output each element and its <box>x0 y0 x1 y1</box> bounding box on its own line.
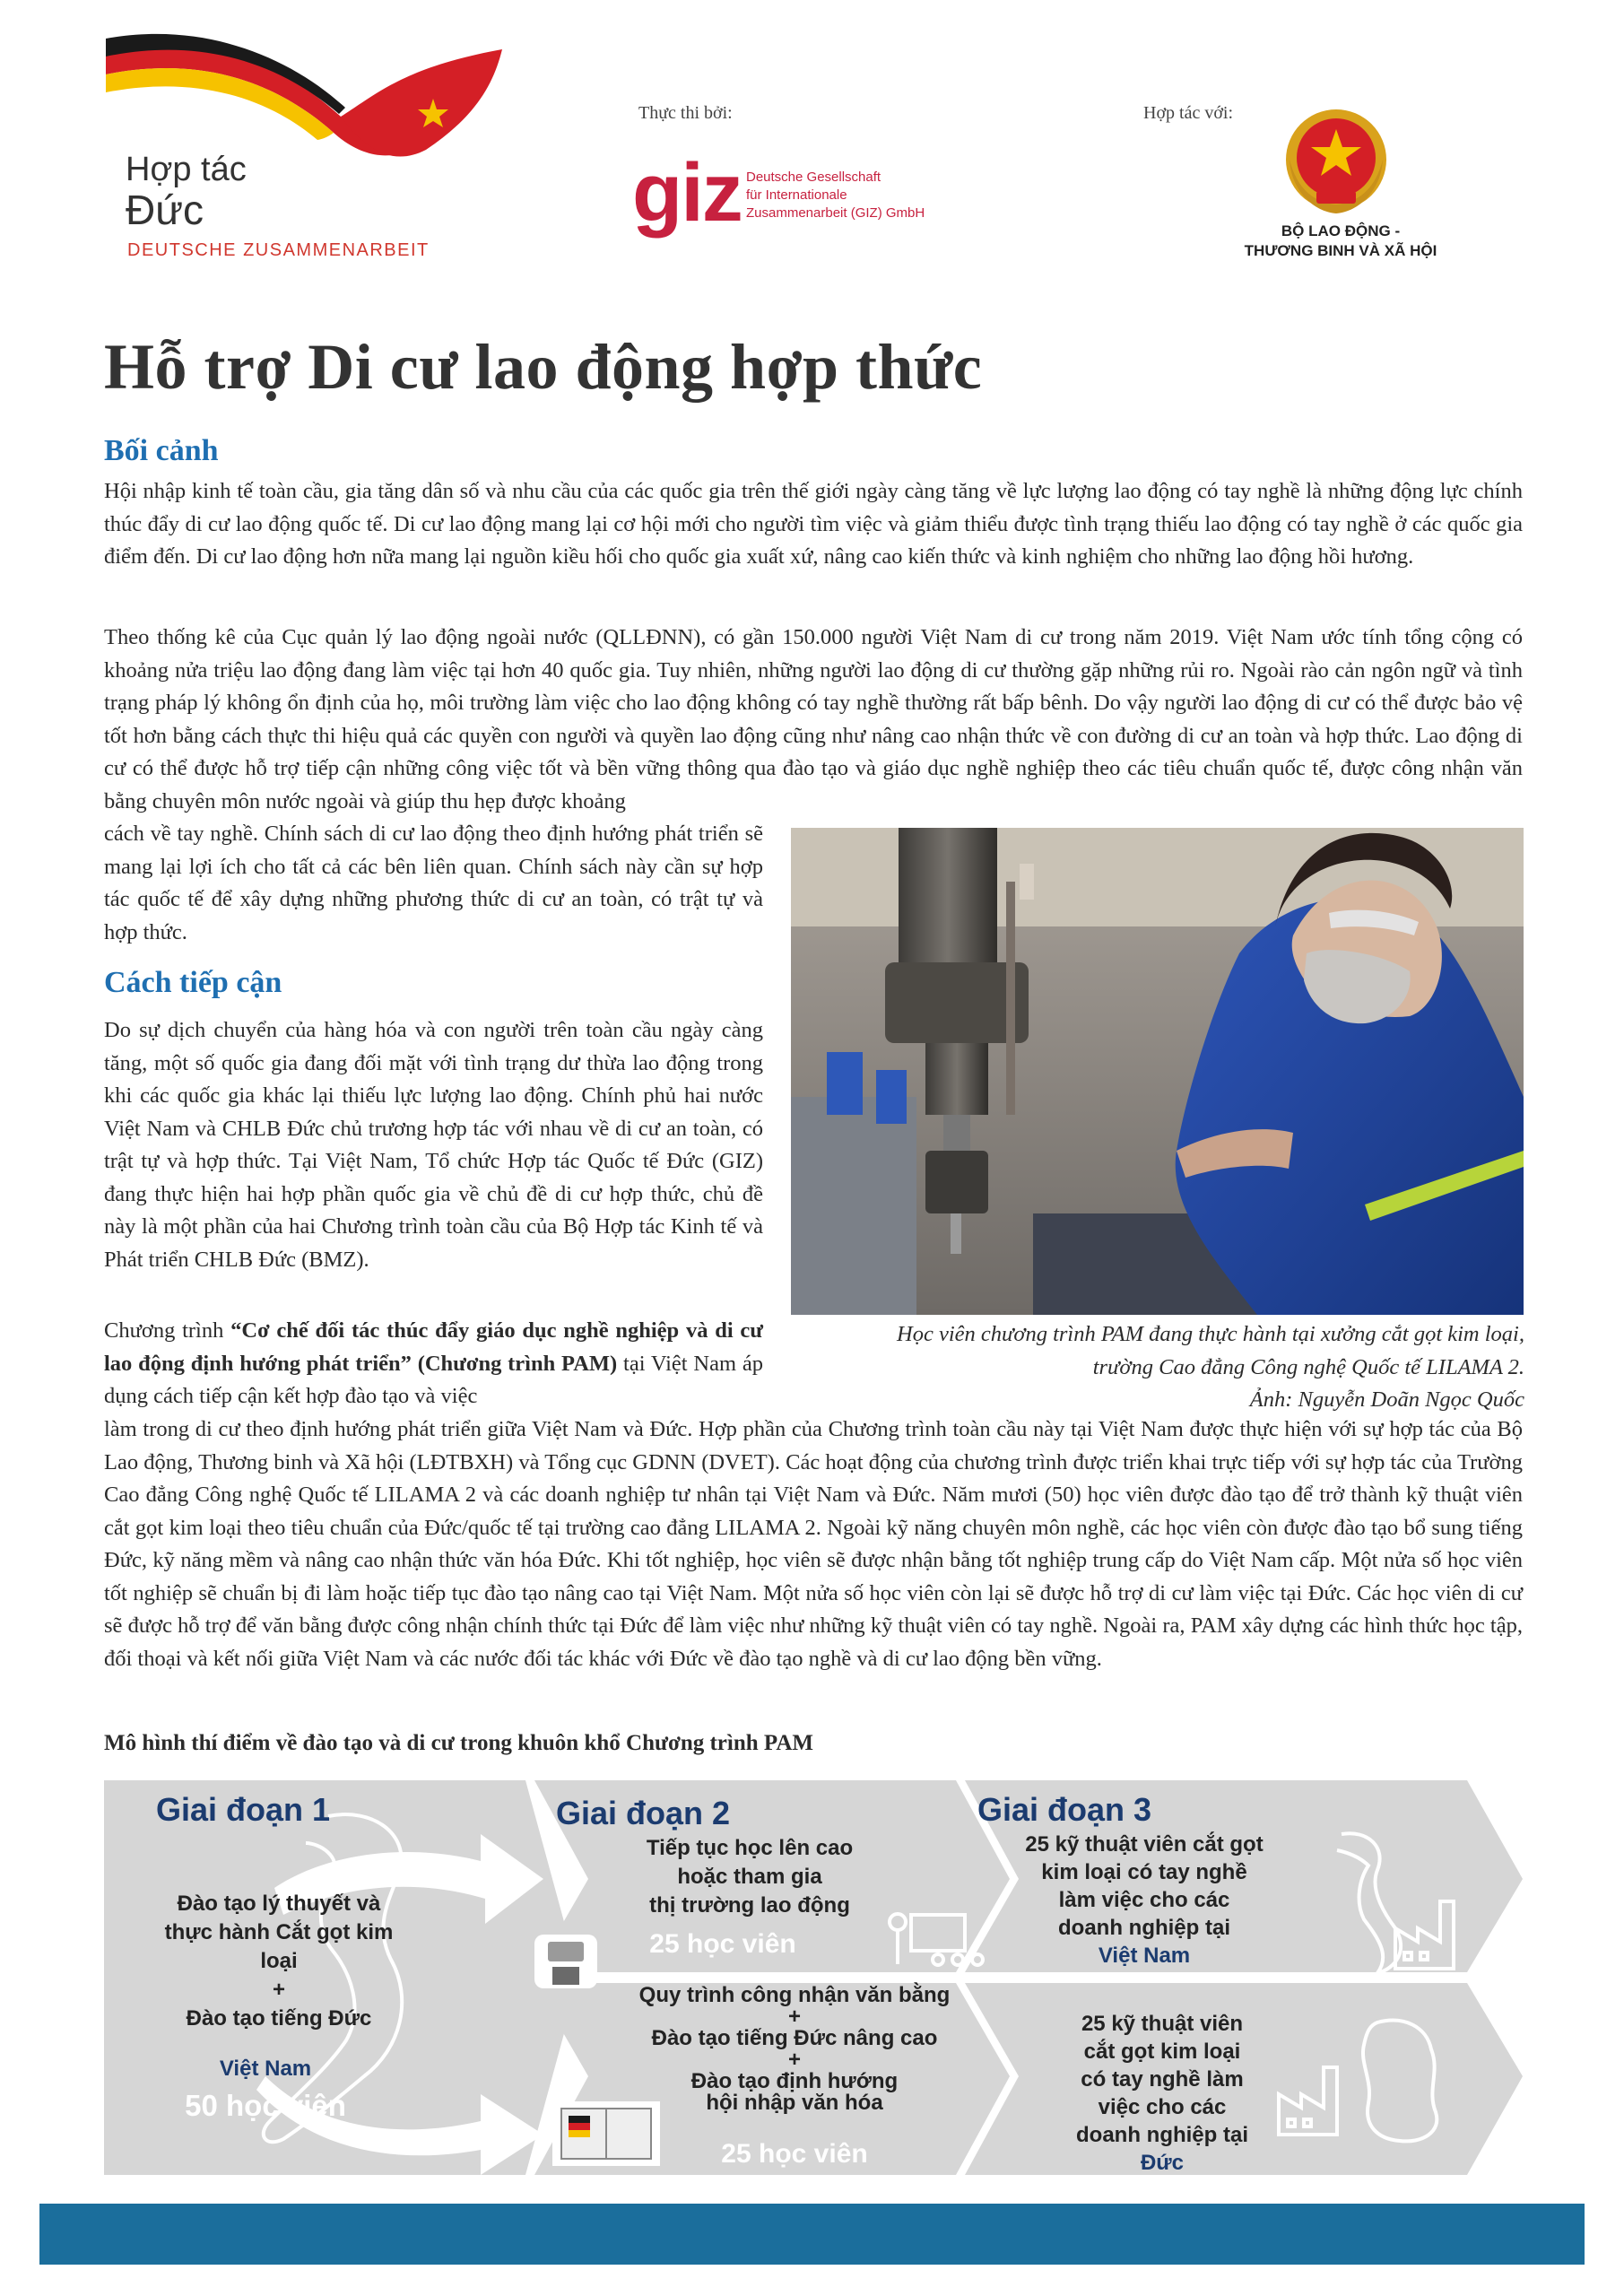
paragraph-approach-1: Do sự dịch chuyển của hàng hóa và con người trên toàn cầu ngày càng tăng, một số quốc gia đang đối mặt với tình trạng dư thừa lao động trong khi các quốc gia khác lại thiếu lực lượng lao động. Chính phủ hai nước Việt Nam và CHLB Đức chủ trương hợp tác với nhau về di cư an toàn, có trật tự và hợp thức. Tại Việt Nam, Tổ chức Hợp tác Quốc tế Đức (GIZ) đang thực hiện hai hợp phần quốc gia về chủ đề di cư hợp thức, chủ đề này là một phần của hai Chương trình toàn cầu của Bộ Hợp tác Kinh tế và Phát triển CHLB Đức (BMZ). <box>104 1018 763 1272</box>
diagram-title: Mô hình thí điểm về đào tạo và di cư trong khuôn khổ Chương trình PAM <box>104 1731 813 1755</box>
paragraph-context-2: Theo thống kê của Cục quản lý lao động ngoài nước (QLLĐNN), có gần 150.000 người Việt Nam di cư trong năm 2019. Việt Nam ước tính tổng cộng có khoảng nửa triệu lao động đang làm việc tại hơn 40 quốc gia. Tuy nhiên, những người lao động di cư thường gặp những rủi ro. Ngoài rào cản ngôn ngữ và tình trạng pháp lý không ổn định của họ, môi trường làm việc cho lao động không có tay nghề thường rất bấp bênh. Do vậy người lao động di cư có thể được bảo vệ tốt hơn bằng cách thực thi hiệu quả các quyền con người và quyền lao động cũng như nâng cao nhận thức về con đường di cư an toàn và hợp thức. Lao động di cư có thể được hỗ trợ tiếp cận những công việc tốt và bền vững thông qua đào tạo và giáo dục nghề nghiệp theo các tiêu chuẩn quốc tế, được công nhận văn bằng chuyên môn nước ngoài và giúp thu hẹp được khoảng <box>104 625 1523 813</box>
stage-1-country: Việt Nam <box>219 2057 312 2081</box>
paragraph-context-2-cont: cách về tay nghề. Chính sách di cư lao động theo định hướng phát triển sẽ mang lại lợi ích cho tất cả các bên liên quan. Chính sách này cần sự hợp tác quốc tế để xây dựng những phương thức di cư an toàn, có trật tự và hợp thức. <box>104 822 763 944</box>
caption-line-1: Học viên chương trình PAM đang thực hành tại xưởng cắt gọt kim loại, <box>897 1322 1524 1346</box>
approach-2-tail: tại Việt Nam áp dụng cách tiếp cận kết hợp đào tạo và việc <box>104 1351 763 1408</box>
caption-line-2: trường Cao đẳng Công nghệ Quốc tế LILAMA 2. <box>1092 1354 1524 1379</box>
flag-ribbon-icon <box>99 31 511 157</box>
heading-boi-canh: Bối cảnh <box>104 434 219 467</box>
cooperation-label: Hợp tác với: <box>1143 103 1234 123</box>
stage-3-bottom-line-2: cắt gọt kim loại <box>1083 2039 1241 2064</box>
giz-line-3: Zusammenarbeit (GIZ) GmbH <box>746 205 925 221</box>
stage-1-line-3: loại <box>260 1949 298 1973</box>
stage-1-line-2: thực hành Cắt gọt kim <box>164 1920 394 1944</box>
logo-text-deutsche: DEUTSCHE ZUSAMMENARBEIT <box>127 240 430 260</box>
ministry-line-2: THƯƠNG BINH VÀ XÃ HỘI <box>1244 242 1437 259</box>
stage-3-top-country: Việt Nam <box>1098 1944 1191 1968</box>
ministry-line-1: BỘ LAO ĐỘNG - <box>1281 222 1401 239</box>
stage-1-count: 50 học viên <box>185 2089 346 2122</box>
stage-2-bottom-description <box>615 1985 974 2114</box>
paragraph-approach-2-cont: làm trong di cư theo định hướng phát triển giữa Việt Nam và Đức. Hợp phần của Chương trình toàn cầu này tại Việt Nam được thực hiện với sự hợp tác của Bộ Lao động, Thương binh và Xã hội (LĐTBXH) và Tổng cục GDNN (DVET). Các hoạt động của chương trình được triển khai trực tiếp với sự hợp tác của Trường Cao đẳng Công nghệ Quốc tế LILAMA 2 và các doanh nghiệp tư nhân tại Việt Nam và Đức. Năm mươi (50) học viên được đào tạo để trở thành kỹ thuật viên cắt gọt kim loại theo tiêu chuẩn của Đức/quốc tế tại trường cao đẳng LILAMA 2. Ngoài kỹ năng chuyên môn nghề, các học viên còn được đào tạo bổ sung tiếng Đức, kỹ năng mềm và nâng cao nhận thức văn hóa Đức. Khi tốt nghiệp, học viên sẽ được nhận bằng tốt nghiệp trung cấp do Việt Nam cấp. Một nửa số học viên tốt nghiệp sẽ chuẩn bị đi làm hoặc tiếp tục đào tạo nâng cao tại Việt Nam. Một nửa số học viên còn lại sẽ được hỗ trợ di cư làm việc tại Đức. Các học viên di cư sẽ được hỗ trợ để văn bằng được công nhận chính thức tại Đức để làm việc như những kỹ thuật viên có tay nghề. Ngoài ra, PAM xây dựng các hình thức học tập, đối thoại và kết nối giữa Việt Nam và các nước đối tác khác với Đức về đào tạo nghề và di cư lao động bền vững. <box>104 1417 1523 1671</box>
photo-caption <box>771 1318 1524 1417</box>
stage-2-top-line-2: hoặc tham gia <box>677 1865 822 1889</box>
emblem-icon <box>1282 106 1390 218</box>
stage-3-top-line-3: làm việc cho các <box>1058 1888 1230 1912</box>
stage-2-top-description <box>615 1834 884 1920</box>
stage-1-description <box>131 1890 427 2033</box>
workshop-photo <box>791 828 1524 1315</box>
stage-2-heading: Giai đoạn 2 <box>556 1795 731 1831</box>
giz-logo: giz <box>632 147 742 239</box>
stage-2-bottom-line-1: Quy trình công nhận văn bằng <box>638 1983 951 2007</box>
approach-2-lead: Chương trình <box>104 1318 231 1343</box>
stage-2-top-count: 25 học viên <box>649 1929 796 1959</box>
stage-3-bottom-line-3: có tay nghề làm <box>1081 2067 1244 2092</box>
stage-2-bottom-plus-1: + <box>787 2005 801 2029</box>
implemented-by-label: Thực thi bởi: <box>638 103 733 123</box>
logo-text-duc: Đức <box>126 187 204 233</box>
stage-2-bottom-line-3: Đào tạo định hướng <box>690 2069 899 2093</box>
stage-2-top-line-1: Tiếp tục học lên cao <box>646 1836 854 1860</box>
stage-1-heading: Giai đoạn 1 <box>156 1791 331 1828</box>
stage-2-bottom-line-2: Đào tạo tiếng Đức nâng cao <box>651 2026 938 2050</box>
heading-cach-tiep-can: Cách tiếp cận <box>104 966 282 999</box>
footer-bar <box>39 2204 1585 2265</box>
stage-3-top-description <box>1001 1831 1288 1970</box>
workshop-photo-image <box>791 828 1524 1315</box>
caption-credit: Ảnh: Nguyễn Doãn Ngọc Quốc <box>1249 1387 1524 1412</box>
stage-1-line-4: Đào tạo tiếng Đức <box>186 2006 372 2031</box>
stage-3-bottom-country: Đức <box>1140 2151 1185 2175</box>
paragraph-context-1: Hội nhập kinh tế toàn cầu, gia tăng dân số và nhu cầu của các quốc gia trên thế giới ngày càng tăng về lực lượng lao động có tay nghề là những động lực chính thúc đẩy di cư lao động quốc tế. Di cư lao động mang lại cơ hội mới cho người tìm việc và giảm thiểu được tình trạng thiếu lao động có tay nghề ở các quốc gia điểm đến. Di cư lao động hơn nữa mang lại nguồn kiều hối cho quốc gia xuất xứ, nâng cao kiến thức và kinh nghiệm cho những lao động hồi hương. <box>104 479 1523 569</box>
stage-1-plus: + <box>272 1978 285 2002</box>
stage-1-line-1: Đào tạo lý thuyết và <box>177 1892 381 1916</box>
stage-2-bottom-line-4: hội nhập văn hóa <box>706 2091 883 2115</box>
stage-2-bottom-count: 25 học viên <box>721 2139 868 2169</box>
stage-3-top-line-2: kim loại có tay nghề <box>1041 1860 1247 1884</box>
logo-text-hop-tac: Hợp tác <box>126 151 247 188</box>
stage-3-bottom-line-5: doanh nghiệp tại <box>1076 2123 1248 2147</box>
stage-2-top-line-3: thị trường lao động <box>649 1893 850 1918</box>
stage-3-bottom-line-1: 25 kỹ thuật viên <box>1081 2012 1244 2036</box>
page-title: Hỗ trợ Di cư lao động hợp thức <box>104 331 983 403</box>
giz-line-2: für Internationale <box>746 187 847 203</box>
ministry-name <box>1220 222 1462 261</box>
stage-3-bottom-description <box>1046 2010 1279 2177</box>
stage-3-bottom-line-4: việc cho các <box>1098 2095 1227 2119</box>
stage-3-heading: Giai đoạn 3 <box>977 1791 1152 1828</box>
stage-3-top-line-4: doanh nghiệp tại <box>1058 1916 1230 1940</box>
giz-line-1: Deutsche Gesellschaft <box>746 170 881 185</box>
welding-helmet-icon <box>534 1935 597 1988</box>
paragraph-approach-2 <box>104 1315 763 1413</box>
program-name-bold: “Cơ chế đối tác thúc đẩy giáo dục nghề nghiệp và di cư lao động định hướng phát triển” (Chương trình PAM) <box>104 1318 763 1376</box>
giz-fullname <box>746 169 925 222</box>
stage-3-top-line-1: 25 kỹ thuật viên cắt gọt <box>1025 1832 1264 1857</box>
stage-2-bottom-plus-2: + <box>787 2048 801 2072</box>
pam-model-diagram <box>104 1780 1523 2175</box>
hop-tac-duc-logo <box>99 31 511 274</box>
